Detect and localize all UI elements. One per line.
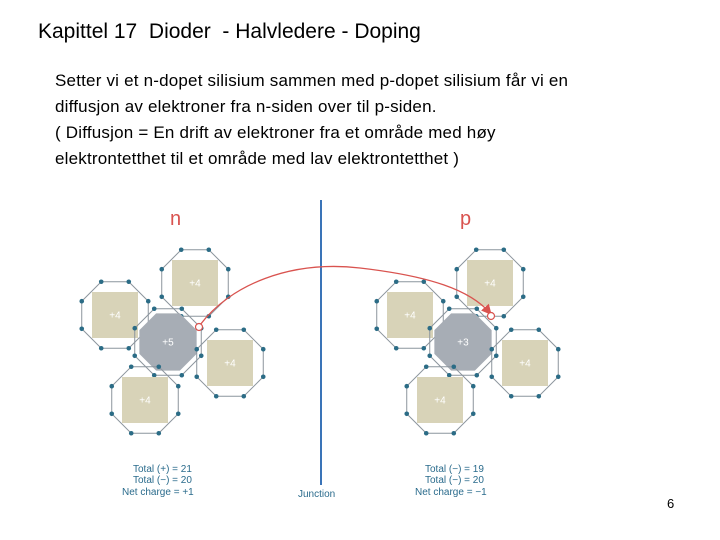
valence-electron <box>132 326 137 331</box>
valence-electron <box>451 364 456 369</box>
atom-charge-label: +4 <box>109 310 121 322</box>
p-side-lattice <box>374 247 560 435</box>
valence-electron <box>214 394 219 399</box>
valence-electron <box>454 294 459 299</box>
atom-charge-label: +4 <box>139 395 151 407</box>
valence-electron <box>424 431 429 436</box>
neighbor-atom-right <box>489 327 560 398</box>
valence-electron <box>194 374 199 379</box>
atom-charge-label: +4 <box>404 310 416 322</box>
valence-electron <box>99 279 104 284</box>
valence-electron <box>509 327 514 332</box>
valence-electron <box>179 306 184 311</box>
valence-electron <box>394 279 399 284</box>
atom-charge-label: +4 <box>189 278 201 290</box>
valence-electron <box>79 299 84 304</box>
neighbor-atom-right <box>194 327 265 398</box>
valence-electron <box>129 431 134 436</box>
n-net-charge: Net charge = +1 <box>122 487 194 498</box>
slide-title: Kapittel 17 Dioder - Halvledere - Doping <box>38 20 421 43</box>
valence-electron <box>206 247 211 252</box>
valence-electron <box>447 373 452 378</box>
valence-electron <box>489 347 494 352</box>
captured-electron-marker <box>488 313 495 320</box>
valence-electron <box>159 267 164 272</box>
valence-electron <box>489 374 494 379</box>
valence-electron <box>394 346 399 351</box>
n-side-lattice <box>79 247 265 435</box>
valence-electron <box>536 327 541 332</box>
valence-electron <box>109 384 114 389</box>
diffusion-arrow <box>200 267 490 325</box>
electron-hole-marker <box>196 324 203 331</box>
valence-electron <box>79 326 84 331</box>
valence-electron <box>501 314 506 319</box>
valence-electron <box>474 373 479 378</box>
valence-electron <box>521 267 526 272</box>
valence-electron <box>556 347 561 352</box>
valence-electron <box>404 384 409 389</box>
valence-electron <box>126 346 131 351</box>
valence-electron <box>501 247 506 252</box>
valence-electron <box>451 431 456 436</box>
p-net-charge: Net charge = −1 <box>415 487 487 498</box>
valence-electron <box>152 373 157 378</box>
page-number: 6 <box>667 496 675 511</box>
junction-label: Junction <box>298 489 336 500</box>
valence-electron <box>374 299 379 304</box>
paragraph-line: elektrontetthet til et område med lav elektrontetthet ) <box>55 149 460 168</box>
atom-charge-label: +4 <box>519 358 531 370</box>
valence-electron <box>99 346 104 351</box>
n-region-label: n <box>170 208 182 230</box>
valence-electron <box>146 299 151 304</box>
n-total-plus: Total (+) = 21 <box>133 464 192 475</box>
valence-electron <box>132 353 137 358</box>
valence-electron <box>421 279 426 284</box>
valence-electron <box>194 347 199 352</box>
valence-electron <box>261 347 266 352</box>
valence-electron <box>374 326 379 331</box>
valence-electron <box>126 279 131 284</box>
valence-electron <box>109 411 114 416</box>
valence-electron <box>474 247 479 252</box>
n-total-minus: Total (−) = 20 <box>133 475 192 486</box>
neighbor-atom-top <box>159 247 230 318</box>
valence-electron <box>156 364 161 369</box>
p-total-plus: Total (−) = 19 <box>425 464 484 475</box>
atom-charge-label: +4 <box>224 358 236 370</box>
valence-electron <box>199 353 204 358</box>
valence-electron <box>521 294 526 299</box>
p-total-minus: Total (−) = 20 <box>425 475 484 486</box>
neighbor-atom-top <box>454 247 525 318</box>
valence-electron <box>179 373 184 378</box>
valence-electron <box>152 306 157 311</box>
atom-charge-label: +4 <box>484 278 496 290</box>
valence-electron <box>214 327 219 332</box>
valence-electron <box>159 294 164 299</box>
valence-electron <box>447 306 452 311</box>
atom-charge-label: +4 <box>434 395 446 407</box>
valence-electron <box>509 394 514 399</box>
valence-electron <box>471 411 476 416</box>
valence-electron <box>441 299 446 304</box>
valence-electron <box>241 394 246 399</box>
valence-electron <box>179 247 184 252</box>
valence-electron <box>494 326 499 331</box>
valence-electron <box>404 411 409 416</box>
valence-electron <box>474 306 479 311</box>
atom-charge-label: +3 <box>457 337 469 349</box>
p-region-label: p <box>460 208 472 230</box>
valence-electron <box>226 267 231 272</box>
valence-electron <box>424 364 429 369</box>
valence-electron <box>176 411 181 416</box>
valence-electron <box>494 353 499 358</box>
valence-electron <box>427 326 432 331</box>
valence-electron <box>556 374 561 379</box>
valence-electron <box>176 384 181 389</box>
paragraph-line: ( Diffusjon = En drift av elektroner fra et område med høy <box>55 123 496 142</box>
valence-electron <box>536 394 541 399</box>
valence-electron <box>427 353 432 358</box>
valence-electron <box>471 384 476 389</box>
valence-electron <box>129 364 134 369</box>
valence-electron <box>241 327 246 332</box>
paragraph-line: diffusjon av elektroner fra n-siden over til p-siden. <box>55 97 437 116</box>
pn-junction-diagram <box>60 190 580 510</box>
valence-electron <box>261 374 266 379</box>
valence-electron <box>454 267 459 272</box>
valence-electron <box>421 346 426 351</box>
paragraph-line: Setter vi et n-dopet silisium sammen med p-dopet silisium får vi en <box>55 71 569 90</box>
valence-electron <box>156 431 161 436</box>
atom-charge-label: +5 <box>162 337 174 349</box>
body-paragraph <box>55 68 695 172</box>
